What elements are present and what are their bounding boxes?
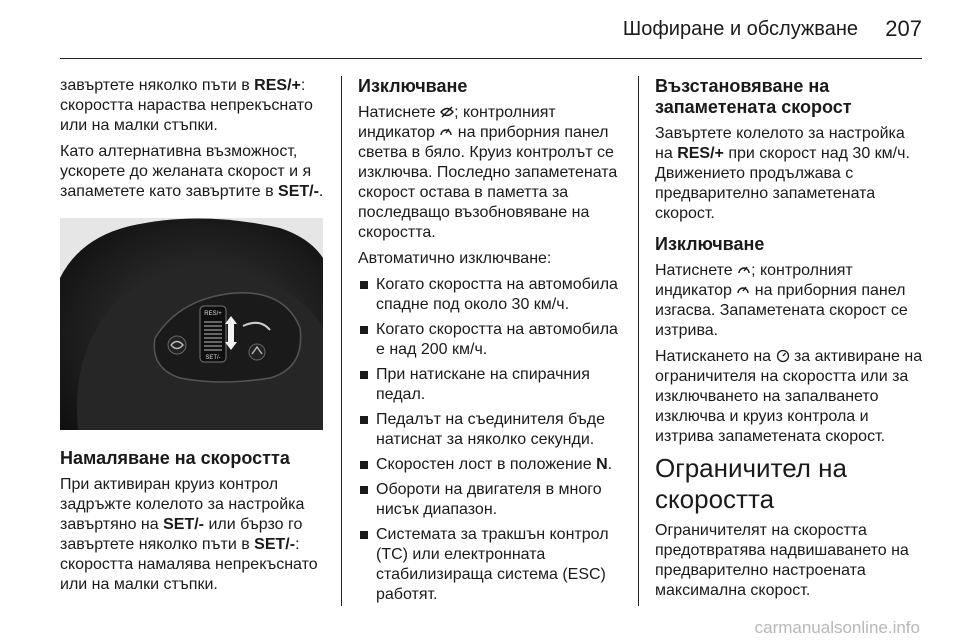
paragraph: Завъртете колелото за настройка на RES/+ при скорост над 30 км/ч. Движението продължава с предварително запаметената скорост.	[655, 125, 910, 222]
cruise-button-icon	[737, 263, 751, 277]
paragraph: Като алтернативна възможност, ускорете до желаната скорост и я запаметете като завъртите в SET/-.	[60, 143, 324, 200]
list-item: Системата за тракшън контрол (TC) или електронната стабилизираща система (ESC) работят.	[358, 525, 620, 605]
steering-wheel-photo	[60, 218, 323, 430]
column-divider	[638, 76, 639, 606]
list-item: Когато скоростта на автомобила спадне под около 30 км/ч.	[358, 275, 620, 315]
paragraph: Натиснете ; контролният индикатор на приборния панел светва в бяло. Круиз контролът се изключва. Последно запаметената скорост остава в паметта за последващо възобновяване на скоростта.	[358, 104, 618, 241]
cruise-indicator-icon	[736, 283, 750, 297]
main-section-title: Ограничител на скоростта	[655, 453, 848, 514]
speed-limiter-icon	[776, 349, 790, 363]
auto-off-list	[358, 275, 620, 605]
list-item: Когато скоростта на автомобила е над 200 км/ч.	[358, 320, 620, 360]
paragraph: завъртете няколко пъти в RES/+: скоростта нараства непрекъснато или на малки стъпки.	[60, 77, 313, 134]
paragraph: Ограничителят на скоростта предотвратява надвишаването на предварително настроената максимална скорост.	[655, 522, 909, 599]
svg-text:SET/-: SET/-	[205, 355, 221, 361]
list-item: Обороти на двигателя в много нисък диапазон.	[358, 480, 620, 520]
page-number: 207	[885, 16, 922, 41]
column-divider	[341, 76, 342, 606]
svg-text:RES/+: RES/+	[204, 311, 222, 317]
cruise-indicator-icon	[439, 125, 453, 139]
list-item: При натискане на спирачния педал.	[358, 365, 620, 405]
paragraph: Автоматично изключване:	[358, 250, 552, 267]
section-heading: Възстановяване на запаметената скорост	[655, 76, 852, 117]
watermark: carmanualsonline.info	[754, 618, 920, 637]
column-left	[60, 76, 330, 601]
paragraph: Натискането на за активиране на ограничителя на скоростта или за изключването на запалването изключва и круиз контрола и изтрива запаметената скорост.	[655, 348, 923, 445]
paragraph: При активиран круиз контрол задръжте колелото за настройка завъртяно на SET/- или бързо го завъртете няколко пъти в SET/-: скоростта намалява непрекъснато или на малки стъпки.	[60, 476, 318, 593]
header-title: Шофиране и обслужване	[622, 18, 858, 40]
header-rule	[60, 58, 922, 59]
section-heading: Изключване	[358, 76, 468, 96]
section-heading: Изключване	[655, 234, 765, 254]
list-item: Педалът на съединителя бъде натиснат за няколко секунди.	[358, 410, 620, 450]
paragraph: Натиснете ; контролният индикатор на приборния панел изгасва. Запаметената скорост се изтрива.	[655, 262, 908, 339]
section-heading: Намаляване на скоростта	[60, 448, 290, 468]
cruise-off-icon	[440, 105, 454, 119]
column-middle	[358, 76, 620, 610]
list-item: Скоростен лост в положение N.	[358, 455, 620, 475]
column-right	[655, 76, 925, 607]
